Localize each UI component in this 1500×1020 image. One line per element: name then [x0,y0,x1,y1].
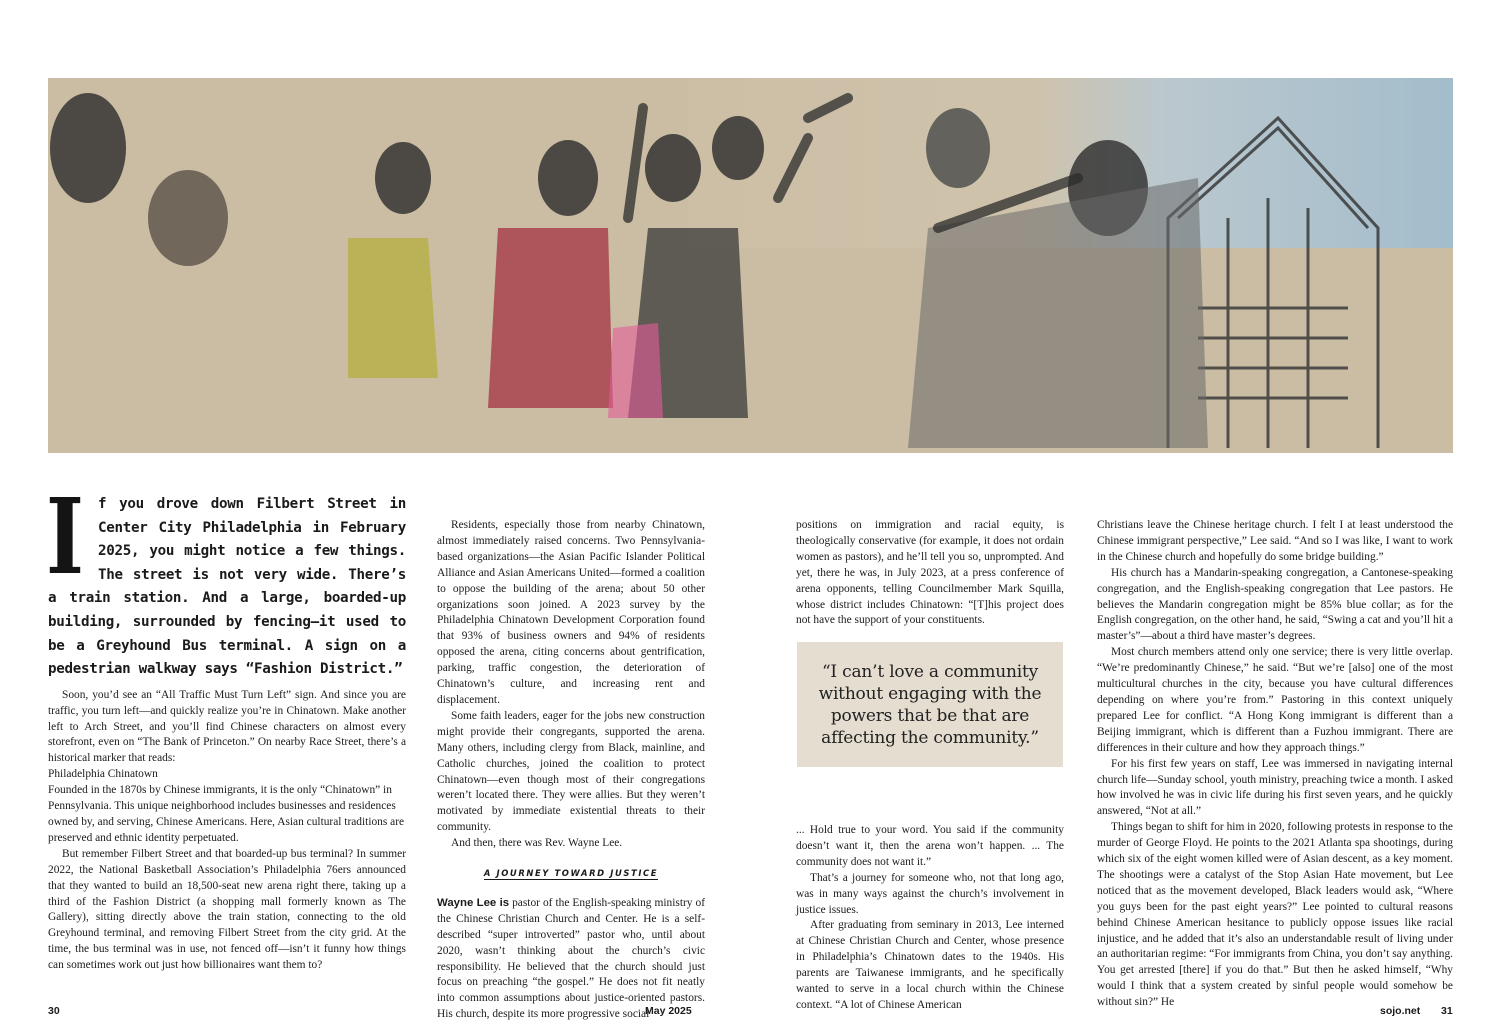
marker-body: Founded in the 1870s by Chinese immigrants, it is the only “Chinatown” in Pennsylvania. This unique neighborhood includes businesses and residences owned by, and serving, Chinese Americans. Here, Asian cultural traditions are preserved and ethnic identity perpetuated. [48,784,405,844]
hero-illustration [48,78,1453,453]
article-column-4 [1097,518,1453,1011]
paragraph: Things began to shift for him in 2020, following protests in response to the murder of George Floyd. He points to the 2021 Atlanta spa shootings, during which six of the eight women killed were of Asian descent, as a key moment. The shootings were a catalyst of the Stop Asian Hate movement, but Lee noticed that as the movement developed, Black leaders would ask, “Where you guys been for the past eight years?” Lee pointed to cultural reasons behind Chinese American hesitance to publicly oppose issues like racial injustice, and he added that it’s also an understandable result of living under an authoritarian regime: “For immigrants from China, you don’t say anything. You get arrested [there] if you do that.” But then he asked himself, “Why would I think that a system created by sinful people would somehow be without sin?” He [1097,821,1453,1009]
paragraph: Christians leave the Chinese heritage church. I felt I at least understood the Chinese immigrant perspective,” Lee said. “And so I was like, I want to work in the Chinese church and hopefully do some bridge building.” [1097,519,1453,563]
site-url: sojo.net [1380,1005,1421,1017]
paragraph: His church has a Mandarin-speaking congregation, a Cantonese-speaking congregation, and the English-speaking congregation that Lee pastors. He believes the Mandarin congregation might be 85% blue collar; as for the English congregation, on the other hand, he said, “Swing a cat and you’ll hit a master’s”—about a third have master’s degrees. [1097,566,1453,643]
paragraph: ... Hold true to your word. You said if the community doesn’t want it, then the arena won’t happen. ... The community does not want it.” [796,824,1064,868]
lead-paragraph [46,475,406,682]
paragraph: That’s a journey for someone who, not that long ago, was in many ways against the church’s involvement in justice issues. [796,871,1064,916]
article-column-3 [796,518,1064,629]
historical-marker [48,767,406,847]
article-column-1 [46,475,406,974]
paragraph: Residents, especially those from nearby Chinatown, almost immediately raised concerns. Two Pennsylvania-based organizations—the Asian Pacific Islander Political Alliance and Asian Americans United—formed a coalition to oppose the building of the arena; about 50 other organizations soon joined. A 2023 survey by the Philadelphia Chinatown Development Corporation found that 93% of business owners and 94% of residents opposed the arena, citing concerns about gentrification, parking, traffic congestion, the deterioration of Chinatown’s culture, and increasing rent and displacement. [437,519,705,706]
paragraph: Some faith leaders, eager for the jobs new construction might provide their congregants, supported the arena. Many others, including clergy from Black, mainline, and Catholic churches, joined the coalition to protect Chinatown—even though most of their congregations weren’t located there. They were allies. But they weren’t motivated by immediate existential threats to their community. [437,709,705,834]
issue-date: May 2025 [645,1005,692,1017]
paragraph: Most church members attend only one service; there is very little overlap. “We’re predominantly Chinese,” he said. “But we’re [also] one of the most multicultural churches in the city, because you have cultural differences depending on where you’re from.” Pastoring in this context uniquely prepared Lee for conflict. “A Hong Kong immigrant is different than a Beijing immigrant, which is different than a Fuzhou immigrant. There are differences in their culture and how they approach things.” [1097,646,1453,754]
paragraph: And then, there was Rev. Wayne Lee. [451,837,623,850]
pull-quote-text: “I can’t love a community without engaging with the powers that be that are affecting the community.” [818,661,1042,748]
article-column-2 [437,518,705,1020]
article-column-3-lower [796,823,1064,1014]
paragraph: But remember Filbert Street and that boarded-up bus terminal? In summer 2022, the National Basketball Association’s Philadelphia 76ers announced that they wanted to build an 18,500-seat new arena right there, taking up a third of the Fashion District (a shopping mall formerly known as The Gallery), sitting directly above the train station, connecting to the old Greyhound terminal, and removing Filbert Street from the city grid. At the time, the bus terminal was in use, not fenced off—isn’t it funny how things can sometimes work out just how billionaires want them to? [48,847,406,972]
paragraph: After graduating from seminary in 2013, Lee interned at Chinese Christian Church and Center, whose presence in Philadelphia’s Chinatown dates to the 1940s. His parents are Taiwanese immigrants, and he specifically wanted to serve in a local church within the Chinese context. “A lot of Chinese American [796,919,1064,1011]
run-in-lead: Wayne Lee is [437,896,510,909]
paragraph: Soon, you’d see an “All Traffic Must Turn Left” sign. And since you are traffic, you turn left—and quickly realize you’re in Chinatown. Make another left to Arch Street, and you’ll find Chinese characters on almost every storefront, even on “The Bank of Princeton.” On nearby Race Street, there’s a historical marker that reads: [48,688,406,765]
lead-text: f you drove down Filbert Street in Center City Philadelphia in February 2025, you might notice a few things. The street is not very wide. There’s a train station. And a large, boarded-up building, surrounded by fencing—it used to be a Greyhound Bus terminal. A sign on a pedestrian walkway says “Fashion District.” [48,496,406,678]
page-number-right: 31 [1441,1005,1453,1017]
pull-quote [797,642,1063,767]
drop-cap: I [46,475,84,598]
church-worship-illustration [48,78,1453,453]
paragraph: positions on immigration and racial equity, is theologically conservative (for example, it does not ordain women as pastors), and he’ll tell you so, unprompted. And yet, there he was, in July 2023, at a press conference of arena opponents, telling Councilmember Mark Squilla, whose district includes Chinatown: “[T]his project does not have the support of your constituents. [796,519,1064,627]
paragraph: For his first few years on staff, Lee was immersed in navigating internal church life—Sunday school, youth ministry, preaching twice a month. I asked how involved he was in civic life during his first seven years, and he quickly answered, “Not at all.” [1097,757,1453,818]
marker-title: Philadelphia Chinatown [48,768,158,781]
paragraph: Wayne Lee is pastor of the English-speaking ministry of the Chinese Christian Church and Center. He is a self-described “super introverted” pastor who, until about 2020, wasn’t thinking about the church’s civic responsibility. He believed that the church should just focus on preaching “the gospel.” He does not fit neatly into common assumptions about justice-oriented pastors. His church, despite its more progressive social [437,896,705,1020]
page-number-left: 30 [48,1005,60,1017]
section-heading: A JOURNEY TOWARD JUSTICE [483,868,659,879]
